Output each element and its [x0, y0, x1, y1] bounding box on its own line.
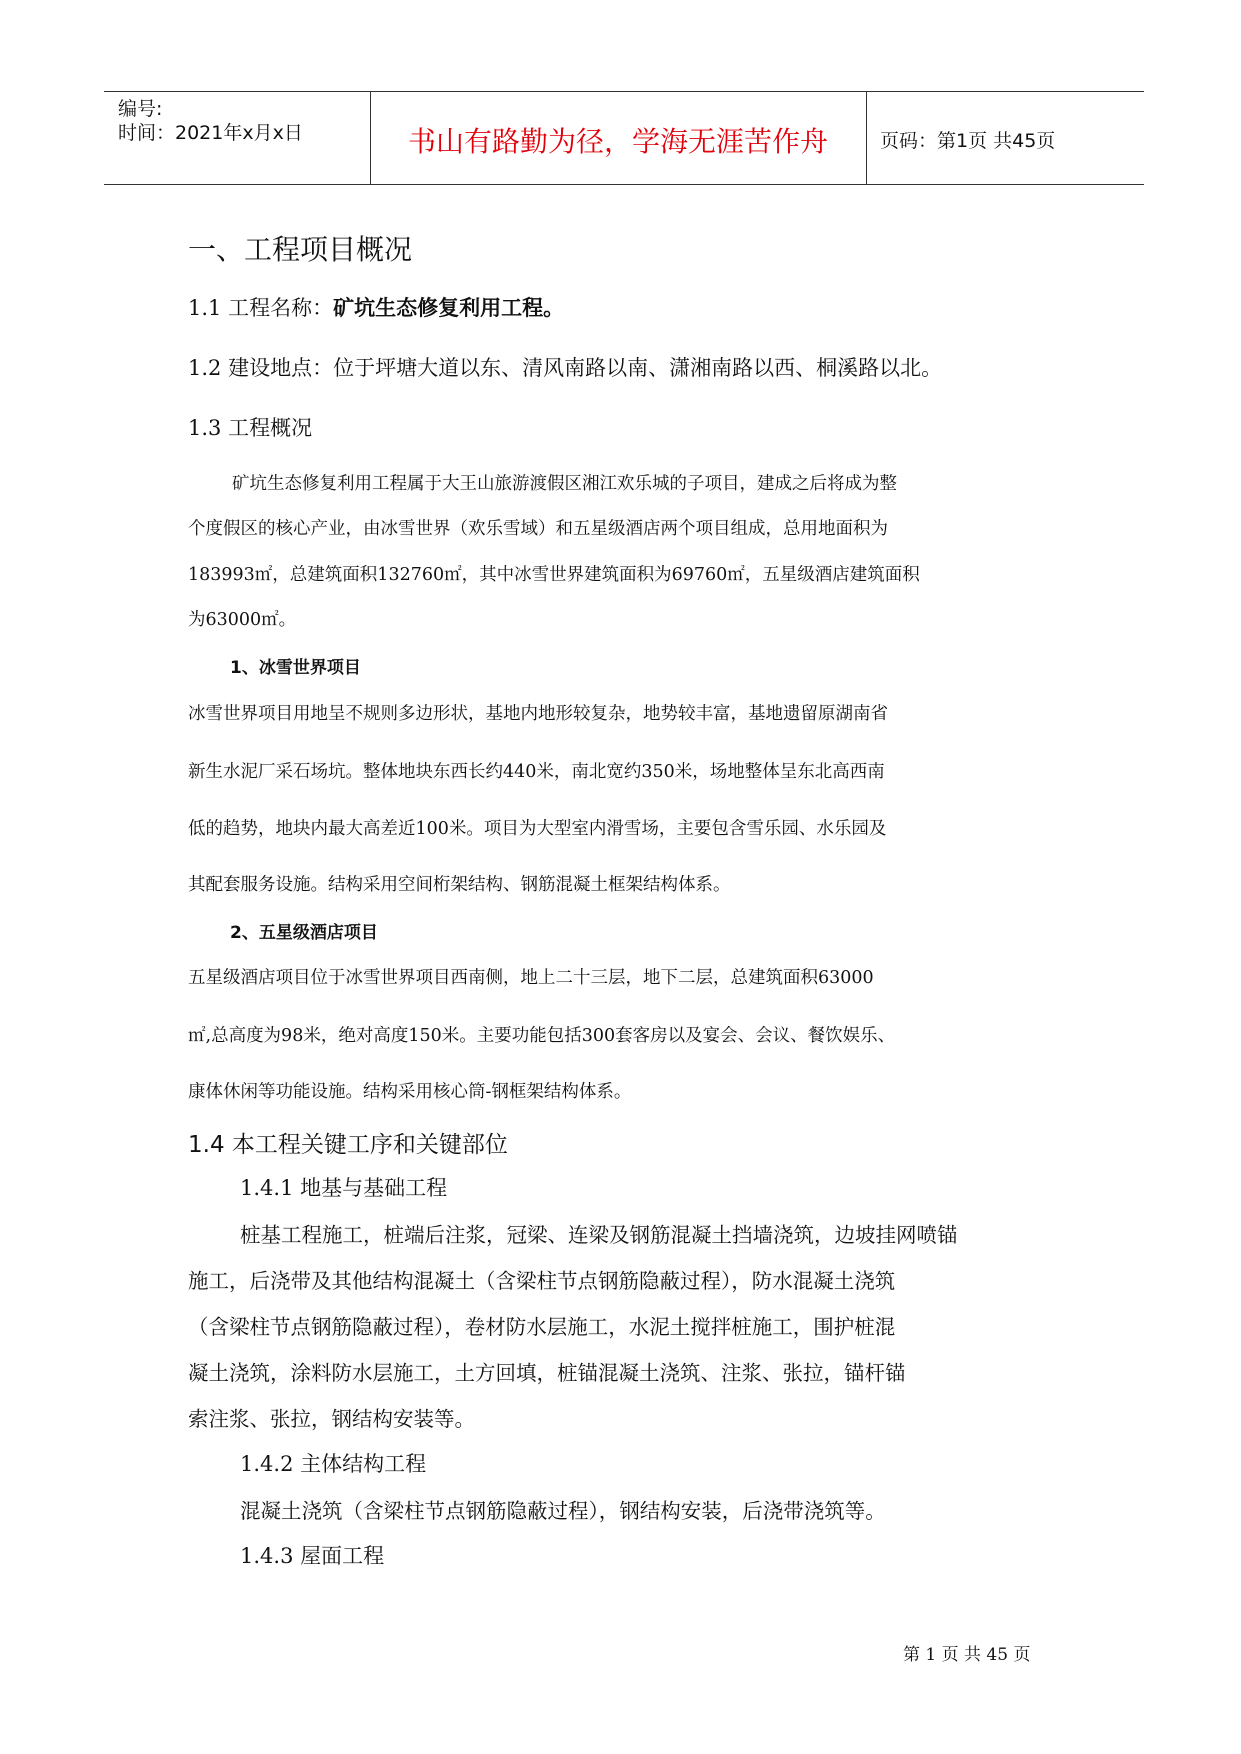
item-1-1-num: 1.1: [188, 296, 222, 320]
sub1-title: 1、冰雪世界项目: [230, 658, 361, 678]
foundation-line: 凝土浇筑，涂料防水层施工，土方回填，桩锚混凝土浇筑、注浆、张拉，锚杆锚: [188, 1361, 906, 1385]
item-1-4-1: 1.4.1 地基与基础工程: [240, 1176, 448, 1200]
foundation-line: 索注浆、张拉，钢结构安装等。: [188, 1407, 475, 1431]
main-structure-line: 混凝土浇筑（含梁柱节点钢筋隐蔽过程），钢结构安装，后浇带浇筑等。: [240, 1499, 886, 1523]
header-left-cell: [104, 92, 371, 184]
overview-line: 为63000㎡。: [188, 610, 297, 630]
overview-line: 个度假区的核心产业，由冰雪世界（欢乐雪域）和五星级酒店两个项目组成，总用地面积为: [188, 519, 888, 539]
sub1-line: 冰雪世界项目用地呈不规则多边形状，基地内地形较复杂，地势较丰富，基地遗留原湖南省: [188, 704, 888, 724]
time-label: 时间：2021年x月x日: [118, 122, 303, 144]
number-label: 编号:: [118, 98, 163, 120]
header-table: [104, 91, 1144, 185]
item-1-4: 1.4 本工程关键工序和关键部位: [188, 1132, 508, 1158]
page-footer: 第 1 页 共 45 页: [903, 1645, 1031, 1665]
header-center-cell: [370, 92, 867, 184]
sub2-line: 五星级酒店项目位于冰雪世界项目西南侧，地上二十三层，地下二层，总建筑面积63000: [188, 968, 874, 988]
sub1-line: 新生水泥厂采石场坑。整体地块东西长约440米，南北宽约350米，场地整体呈东北高西南: [188, 762, 885, 782]
motto: 书山有路勤为径，学海无涯苦作舟: [407, 125, 828, 158]
sub2-line: 康体休闲等功能设施。结构采用核心筒-钢框架结构体系。: [188, 1082, 632, 1102]
foundation-line: 施工，后浇带及其他结构混凝土（含梁柱节点钢筋隐蔽过程），防水混凝土浇筑: [188, 1269, 896, 1293]
page-code: 页码：第1页 共45页: [880, 130, 1056, 152]
section-title: 一、工程项目概况: [188, 233, 413, 266]
sub2-title: 2、五星级酒店项目: [230, 923, 378, 943]
sub2-line: ㎡,总高度为98米，绝对高度150米。主要功能包括300套客房以及宴会、会议、餐饮娱乐、: [188, 1026, 896, 1046]
item-1-2: 1.2 建设地点：位于坪塘大道以东、清风南路以南、潇湘南路以西、桐溪路以北。: [188, 356, 943, 380]
sub1-line: 低的趋势，地块内最大高差近100米。项目为大型室内滑雪场，主要包含雪乐园、水乐园及: [188, 819, 887, 839]
foundation-line: 桩基工程施工，桩端后注浆，冠梁、连梁及钢筋混凝土挡墙浇筑，边坡挂网喷锚: [240, 1223, 958, 1247]
item-1-3: 1.3 工程概况: [188, 416, 313, 440]
item-1-4-2: 1.4.2 主体结构工程: [240, 1452, 427, 1476]
sub1-line: 其配套服务设施。结构采用空间桁架结构、钢筋混凝土框架结构体系。: [188, 875, 731, 895]
item-1-1: [188, 292, 564, 322]
foundation-line: （含梁柱节点钢筋隐蔽过程），卷材防水层施工，水泥土搅拌桩施工，围护桩混: [188, 1315, 896, 1339]
overview-line: 183993㎡，总建筑面积132760㎡，其中冰雪世界建筑面积为69760㎡，五星级酒店建筑面积: [188, 565, 920, 585]
item-1-1-value: 矿坑生态修复利用工程。: [333, 296, 565, 320]
overview-line: 矿坑生态修复利用工程属于大王山旅游渡假区湘江欢乐城的子项目，建成之后将成为整: [232, 474, 897, 494]
item-1-4-3: 1.4.3 屋面工程: [240, 1544, 385, 1568]
item-1-1-label: 工程名称：: [228, 296, 334, 320]
header-right-cell: [866, 92, 1144, 184]
